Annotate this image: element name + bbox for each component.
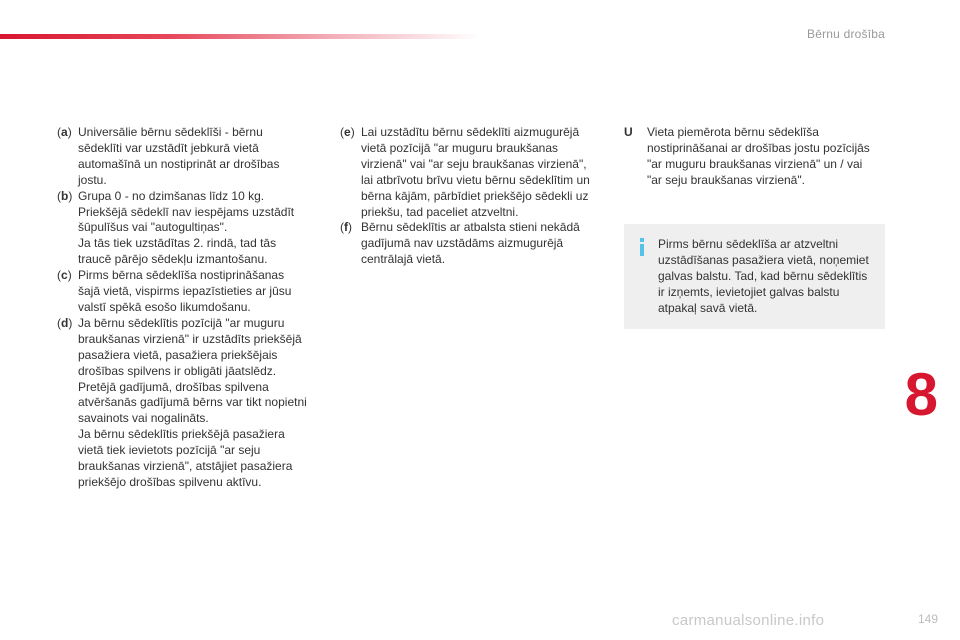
item-text: Bērnu sēdeklītis ar atbalsta stieni nekādā gadījumā nav uzstādāms aizmugurējā centrālajā vietā. [361,220,580,267]
watermark: carmanualsonline.info [672,612,825,629]
item-key: (b) [57,188,73,203]
list-item [57,316,322,491]
list-item [340,125,605,220]
list-item [57,189,322,269]
list-item [340,220,605,268]
item-text: Lai uzstādītu bērnu sēdeklīti aizmugurējā vietā pozīcijā "ar muguru braukšanas virzienā" vai "ar seju braukšanas virzienā", lai atbrīvotu brīvu vietu bērnu sēdeklītim un bērna kājām, pārbīdiet priekšējo sēdekli uz priekšu, tad paceliet atzveltni. [361,125,590,219]
item-key: U [624,125,633,139]
item-key: (c) [57,268,72,283]
item-text: Universālie bērnu sēdeklīši - bērnu sēdeklīti var uzstādīt jebkurā vietā automašīnā un nostiprināt ar drošības jostu. [78,125,280,187]
list-item [57,125,322,189]
column-right [624,125,886,189]
item-text: Pirms bērna sēdeklīša nostiprināšanas šajā vietā, vispirms iepazīstieties ar jūsu valstī spēkā esošo likumdošanu. [78,268,292,314]
item-key: (a) [57,125,72,139]
info-icon [636,238,648,256]
list-item [57,268,322,316]
column-middle [340,125,605,268]
list-item [624,125,886,189]
chapter-number: 8 [904,361,938,428]
column-left [57,125,322,491]
item-key: (e) [340,125,355,139]
page-number: 149 [917,612,938,626]
item-key: (d) [57,315,73,330]
item-text: Ja bērnu sēdeklītis pozīcijā "ar muguru braukšanas virzienā" ir uzstādīts priekšējā pasažiera vietā, pasažiera priekšējais drošības spilvens ir obligāti jāatslēdz. Pretējā gadījumā, drošības spilvena atvēršanās gadījumā bērns var tikt nopietni savainots vai nogalināts. Ja bērnu sēdeklītis priekšējā pasažiera vietā tiek ievietots pozīcijā "ar seju braukšanas virzienā", atstājiet pasažiera priekšējo drošības spilvenu aktīvu. [78,315,307,489]
section-title: Bērnu drošība [807,27,885,41]
header-accent-bar [0,34,480,39]
item-text: Grupa 0 - no dzimšanas līdz 10 kg. Priekšējā sēdeklī nav iespējams uzstādīt šūpulīšus vai "autogultiņas". Ja tās tiek uzstādītas 2. rindā, tad tās traucē pārējo sēdekļu izmantošanu. [78,188,295,267]
info-note-text: Pirms bērnu sēdeklīša ar atzveltni uzstādīšanas pasažiera vietā, noņemiet galvas balstu. Tad, kad bērnu sēdeklītis ir izņemts, ievietojiet galvas balstu atpakaļ savā vietā. [658,237,869,315]
item-text: Vieta piemērota bērnu sēdeklīša nostiprināšanai ar drošības jostu pozīcijās "ar muguru braukšanas virzienā" un / vai "ar seju braukšanas virzienā". [647,125,870,187]
item-key: (f) [340,220,352,235]
info-note-box [624,224,885,329]
